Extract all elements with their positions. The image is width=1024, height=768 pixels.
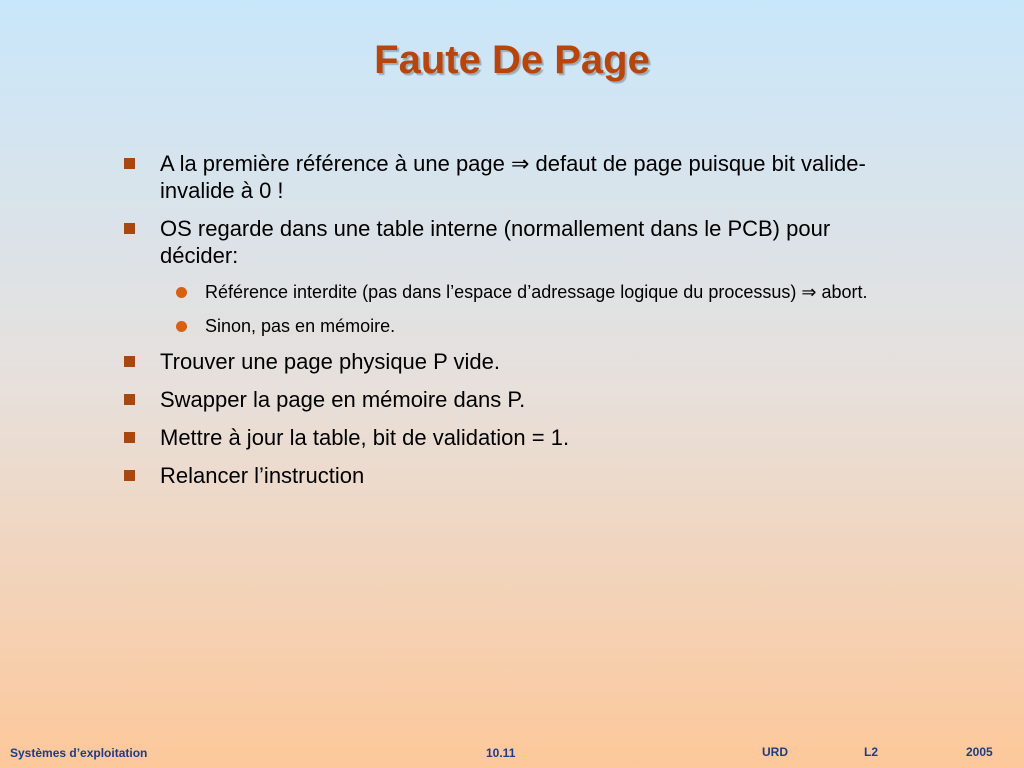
bullet-text: Relancer l’instruction xyxy=(160,463,365,488)
square-bullet-icon xyxy=(124,158,135,169)
square-bullet-icon xyxy=(124,470,135,481)
bullet-item xyxy=(120,150,890,204)
square-bullet-icon xyxy=(124,394,135,405)
sub-bullet-list xyxy=(120,280,890,339)
footer-urd: URD xyxy=(762,745,788,759)
bullet-item xyxy=(120,462,890,489)
slide-title: Faute De Page xyxy=(374,38,650,82)
bullet-item xyxy=(120,215,890,269)
round-bullet-icon xyxy=(176,287,187,298)
bullet-text: Swapper la page en mémoire dans P. xyxy=(160,387,526,412)
sub-bullet-text: Sinon, pas en mémoire. xyxy=(205,316,396,336)
bullet-text: OS regarde dans une table interne (normallement dans le PCB) pour décider: xyxy=(160,216,831,268)
sub-bullet-item xyxy=(120,280,890,305)
square-bullet-icon xyxy=(124,223,135,234)
bullet-item xyxy=(120,386,890,413)
square-bullet-icon xyxy=(124,356,135,367)
bullet-item xyxy=(120,348,890,375)
footer-course-name: Systèmes d’exploitation xyxy=(10,746,148,760)
bullet-text: Mettre à jour la table, bit de validation = 1. xyxy=(160,425,570,450)
footer-page-number: 10.11 xyxy=(486,746,516,760)
bullet-item xyxy=(120,424,890,451)
bullet-text: Trouver une page physique P vide. xyxy=(160,349,501,374)
footer-level: L2 xyxy=(864,745,879,759)
bullet-text: A la première référence à une page ⇒ defaut de page puisque bit valide-invalide à 0 ! xyxy=(160,151,866,203)
square-bullet-icon xyxy=(124,432,135,443)
bullet-list xyxy=(120,150,890,500)
sub-bullet-item xyxy=(120,314,890,339)
sub-bullet-text: Référence interdite (pas dans l’espace d’adressage logique du processus) ⇒ abort. xyxy=(205,282,868,302)
round-bullet-icon xyxy=(176,321,187,332)
footer-year: 2005 xyxy=(966,745,993,759)
